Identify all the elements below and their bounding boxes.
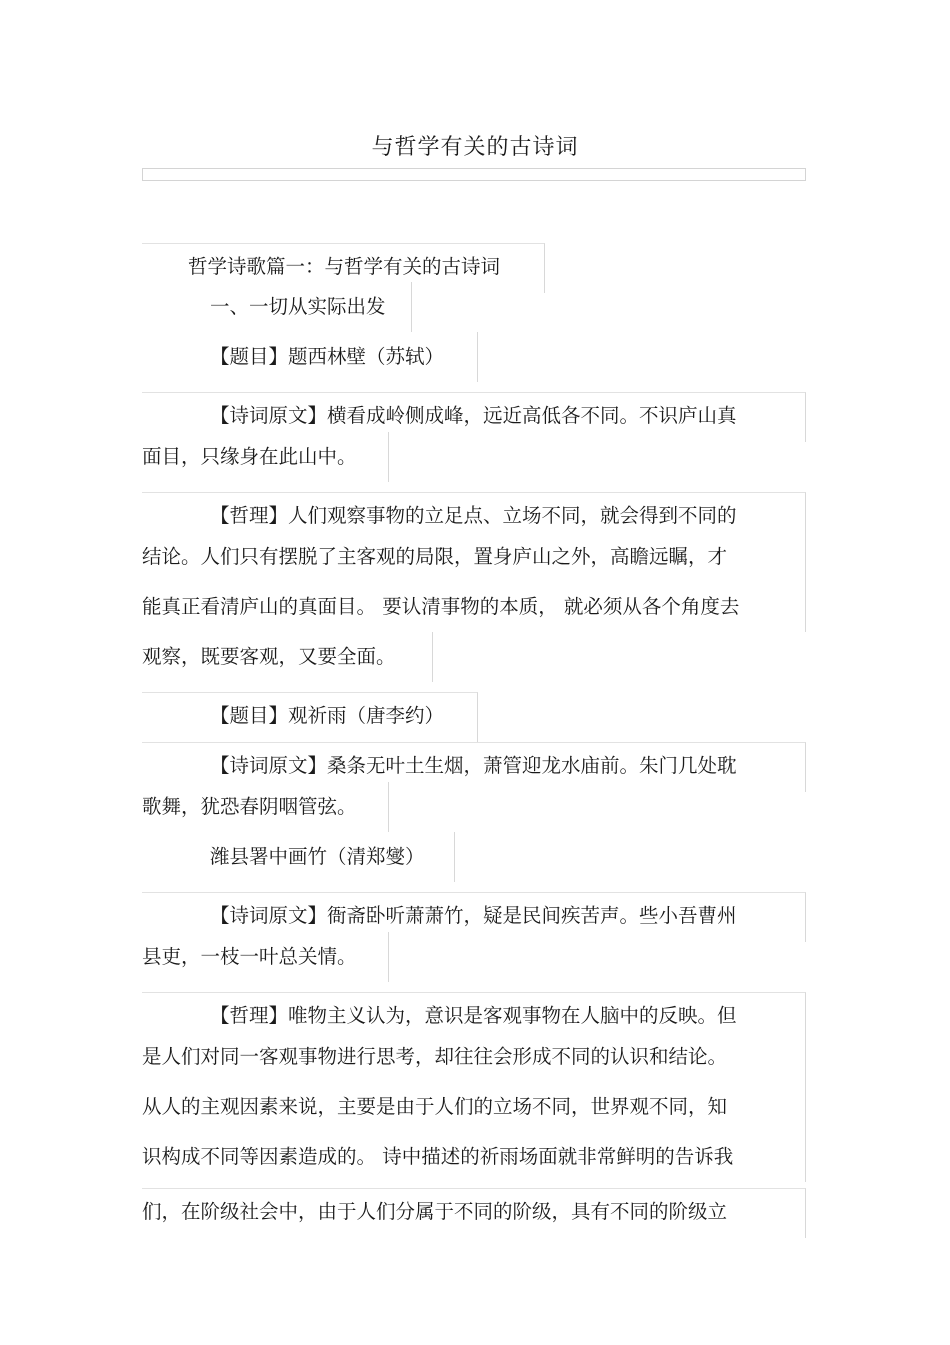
philosophy-line: 识构成不同等因素造成的。 诗中描述的祈雨场面就非常鲜明的告诉我 <box>142 1132 806 1182</box>
section-heading: 哲学诗歌篇一：与哲学有关的古诗词 <box>142 243 545 293</box>
poem-text-line: 【诗词原文】衙斋卧听萧萧竹，疑是民间疾苦声。些小吾曹州 <box>142 892 806 942</box>
poem-text-line: 【诗词原文】横看成岭侧成峰，远近高低各不同。不识庐山真 <box>142 392 806 442</box>
poem-title-line: 潍县署中画竹（清郑燮） <box>142 832 455 882</box>
philosophy-line: 从人的主观因素来说，主要是由于人们的立场不同，世界观不同，知 <box>142 1082 806 1132</box>
philosophy-line: 【哲理】人们观察事物的立足点、立场不同，就会得到不同的 <box>142 492 806 542</box>
poem-text-line: 面目，只缘身在此山中。 <box>142 432 389 482</box>
philosophy-line: 们，在阶级社会中，由于人们分属于不同的阶级，具有不同的阶级立 <box>142 1188 806 1238</box>
poem-title-line: 【题目】题西林壁（苏轼） <box>142 332 478 382</box>
poem-text-line: 歌舞，犹恐春阴咽管弦。 <box>142 782 389 832</box>
philosophy-line: 【哲理】唯物主义认为，意识是客观事物在人脑中的反映。但 <box>142 992 806 1042</box>
philosophy-line: 能真正看清庐山的真面目。 要认清事物的本质， 就必须从各个角度去 <box>142 582 806 632</box>
philosophy-line: 观察，既要客观，又要全面。 <box>142 632 433 682</box>
document-title: 与哲学有关的古诗词 <box>371 135 579 160</box>
poem-title-line: 【题目】观祈雨（唐李约） <box>142 692 478 742</box>
philosophy-line: 结论。人们只有摆脱了主客观的局限，置身庐山之外，高瞻远瞩，才 <box>142 532 806 582</box>
poem-text-line: 【诗词原文】桑条无叶土生烟，萧管迎龙水庙前。朱门几处耽 <box>142 742 806 792</box>
poem-text-line: 县吏，一枝一叶总关情。 <box>142 932 389 982</box>
philosophy-line: 是人们对同一客观事物进行思考，却往往会形成不同的认识和结论。 <box>142 1032 806 1082</box>
subsection-heading: 一、一切从实际出发 <box>142 282 412 332</box>
title-divider <box>142 168 806 181</box>
